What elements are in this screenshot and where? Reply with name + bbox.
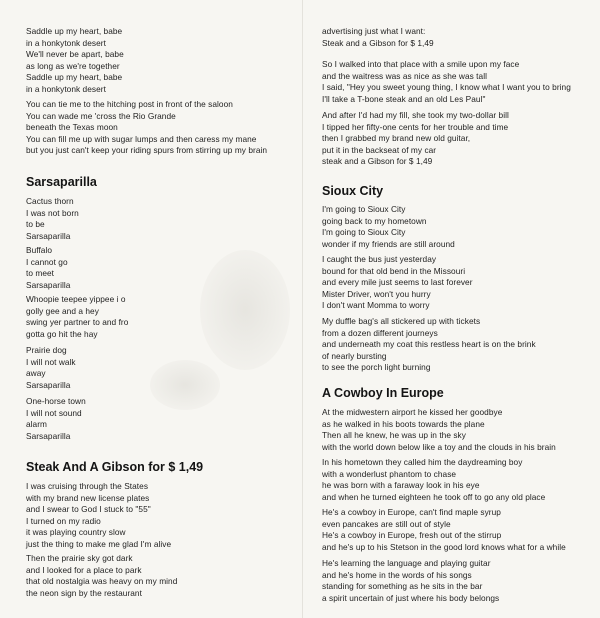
- lyric-line: advertising just what I want:: [322, 26, 426, 36]
- sarsaparilla-stanza: [26, 345, 298, 391]
- lyric-line: and underneath my coat this restless heart is on the brink: [322, 339, 536, 349]
- lyric-line: to see the porch light burning: [322, 362, 431, 372]
- lyric-line: and the waitress was as nice as she was tall: [322, 70, 487, 81]
- lyric-line: Then the prairie sky got dark: [26, 553, 133, 563]
- sarsaparilla-stanza: [26, 294, 298, 340]
- sarsaparilla-stanza: [26, 396, 298, 442]
- lyric-line: Mister Driver, won't you hurry: [322, 288, 431, 299]
- lyric-line: He's a cowboy in Europe, can't find maple syrup: [322, 507, 501, 517]
- lyric-line: even pancakes are still out of style: [322, 518, 451, 529]
- lyric-line: put it in the backseat of my car: [322, 144, 437, 155]
- intro-stanza: [26, 99, 298, 157]
- lyric-line: Whoopie teepee yippee i o: [26, 294, 126, 304]
- lyric-line: Saddle up my heart, babe: [26, 26, 123, 36]
- lyric-line: and every mile just seems to last forever: [322, 277, 473, 287]
- lyric-line: wonder if my friends are still around: [322, 238, 455, 249]
- song-title-sarsaparilla: Sarsaparilla: [26, 175, 97, 189]
- sioux-city-stanza: [322, 316, 594, 374]
- steak-continued-stanza: [322, 110, 594, 168]
- lyric-line: just the thing to make me glad I'm alive: [26, 538, 172, 549]
- lyric-line: as he walked in his boots towards the plane: [322, 418, 485, 429]
- lyric-line: In his hometown they called him the daydreaming boy: [322, 457, 523, 467]
- lyric-line: swing yer partner to and fro: [26, 317, 129, 327]
- lyric-line: in a honkytonk desert: [26, 37, 106, 48]
- lyric-line: standing for something as he sits in the bar: [322, 581, 483, 591]
- lyric-line: So I walked into that place with a smile upon my face: [322, 59, 520, 69]
- song-title-steak-and-a-gibson: Steak And A Gibson for $ 1,49: [26, 460, 204, 474]
- lyric-line: I'll take a T-bone steak and an old Les Paul": [322, 93, 486, 104]
- lyric-line: Buffalo: [26, 245, 53, 255]
- lyric-line: I was cruising through the States: [26, 481, 149, 491]
- lyric-line: that old nostalgia was heavy on my mind: [26, 576, 178, 586]
- cowboy-stanza: [322, 507, 594, 553]
- lyric-line: Sarsaparilla: [26, 430, 71, 441]
- lyric-line: to be: [26, 219, 45, 229]
- lyric-line: I tipped her fifty-one cents for her trouble and time: [322, 121, 509, 132]
- lyric-line: I will not sound: [26, 407, 82, 418]
- sioux-city-stanza: [322, 204, 594, 250]
- lyric-line: as long as we're together: [26, 60, 120, 71]
- steak-stanza: [26, 553, 298, 599]
- sarsaparilla-stanza: [26, 245, 298, 291]
- cowboy-stanza: [322, 407, 594, 453]
- sioux-city-stanza: [322, 254, 594, 312]
- lyric-line: alarm: [26, 419, 47, 429]
- steak-stanza: [26, 481, 298, 550]
- lyric-line: in a honkytonk desert: [26, 83, 106, 94]
- intro-stanza: [26, 26, 298, 95]
- lyric-line: from a dozen different journeys: [322, 327, 438, 338]
- song-title-sioux-city: Sioux City: [322, 184, 384, 198]
- lyric-line: the neon sign by the restaurant: [26, 587, 142, 598]
- lyric-line: And after I'd had my fill, she took my two-dollar bill: [322, 110, 509, 120]
- lyric-line: of nearly bursting: [322, 350, 387, 361]
- cowboy-stanza: [322, 558, 594, 604]
- lyric-line: bound for that old bend in the Missouri: [322, 265, 466, 276]
- lyric-line: I cannot go: [26, 256, 68, 267]
- song-title-a-cowboy-in-europe: A Cowboy In Europe: [322, 386, 444, 400]
- lyric-line: Steak and a Gibson for $ 1,49: [322, 37, 434, 48]
- lyric-line: and I looked for a place to park: [26, 564, 142, 575]
- lyric-line: Sarsaparilla: [26, 230, 71, 241]
- lyric-line: with my brand new license plates: [26, 492, 150, 503]
- lyric-line: then I grabbed my brand new old guitar,: [322, 133, 471, 143]
- lyric-line: I caught the bus just yesterday: [322, 254, 437, 264]
- lyric-line: I don't want Momma to worry: [322, 300, 430, 310]
- lyric-line: We'll never be apart, babe: [26, 49, 124, 59]
- steak-continued-stanza: [322, 59, 594, 105]
- lyric-line: You can wade me 'cross the Rio Grande: [26, 110, 176, 121]
- lyric-line: Then all he knew, he was up in the sky: [322, 430, 466, 440]
- lyric-line: away: [26, 368, 46, 378]
- lyric-line: but you just can't keep your riding spurs from stirring up my brain: [26, 145, 268, 155]
- steak-continued-stanza: [322, 26, 594, 49]
- lyric-line: a spirit uncertain of just where his body belongs: [322, 592, 500, 603]
- lyric-line: My duffle bag's all stickered up with tickets: [322, 316, 481, 326]
- lyric-line: gotta go hit the hay: [26, 328, 98, 339]
- lyric-line: I turned on my radio: [26, 515, 101, 526]
- lyric-line: You can tie me to the hitching post in front of the saloon: [26, 99, 233, 109]
- lyric-line: he was born with a faraway look in his eye: [322, 480, 480, 490]
- page-fold: [302, 0, 303, 618]
- lyric-line: beneath the Texas moon: [26, 122, 118, 132]
- lyric-line: and he's up to his Stetson in the good lord knows what for a while: [322, 541, 566, 552]
- lyric-line: I'm going to Sioux City: [322, 227, 406, 237]
- lyric-line: Sarsaparilla: [26, 379, 71, 390]
- lyric-line: At the midwestern airport he kissed her goodbye: [322, 407, 503, 417]
- lyric-line: Cactus thorn: [26, 196, 74, 206]
- lyric-line: and when he turned eighteen he took off to go any old place: [322, 491, 546, 502]
- lyric-line: One-horse town: [26, 396, 86, 406]
- lyric-line: it was playing country slow: [26, 527, 126, 537]
- lyric-line: to meet: [26, 268, 55, 278]
- lyric-line: He's a cowboy in Europe, fresh out of the stirrup: [322, 530, 502, 540]
- sarsaparilla-stanza: [26, 196, 298, 242]
- lyric-line: Prairie dog: [26, 345, 67, 355]
- lyric-line: going back to my hometown: [322, 215, 427, 226]
- lyric-line: He's learning the language and playing guitar: [322, 558, 491, 568]
- lyric-line: I said, "Hey you sweet young thing, I know what I want you to bring: [322, 82, 571, 92]
- cowboy-stanza: [322, 457, 594, 503]
- lyric-line: steak and a Gibson for $ 1,49: [322, 156, 433, 166]
- lyric-line: and I swear to God I stuck to "55": [26, 504, 151, 514]
- lyric-line: and he's home in the words of his songs: [322, 569, 472, 580]
- lyric-line: with the world down below like a toy and the clouds in his brain: [322, 441, 556, 452]
- lyric-line: golly gee and a hey: [26, 305, 99, 316]
- lyric-line: with a wonderlust phantom to chase: [322, 468, 457, 479]
- lyric-line: I'm going to Sioux City: [322, 204, 406, 214]
- lyric-line: Sarsaparilla: [26, 279, 71, 290]
- lyric-line: Saddle up my heart, babe: [26, 72, 123, 82]
- lyric-line: I will not walk: [26, 356, 76, 367]
- lyric-line: I was not born: [26, 207, 79, 218]
- lyric-line: You can fill me up with sugar lumps and then caress my mane: [26, 133, 257, 144]
